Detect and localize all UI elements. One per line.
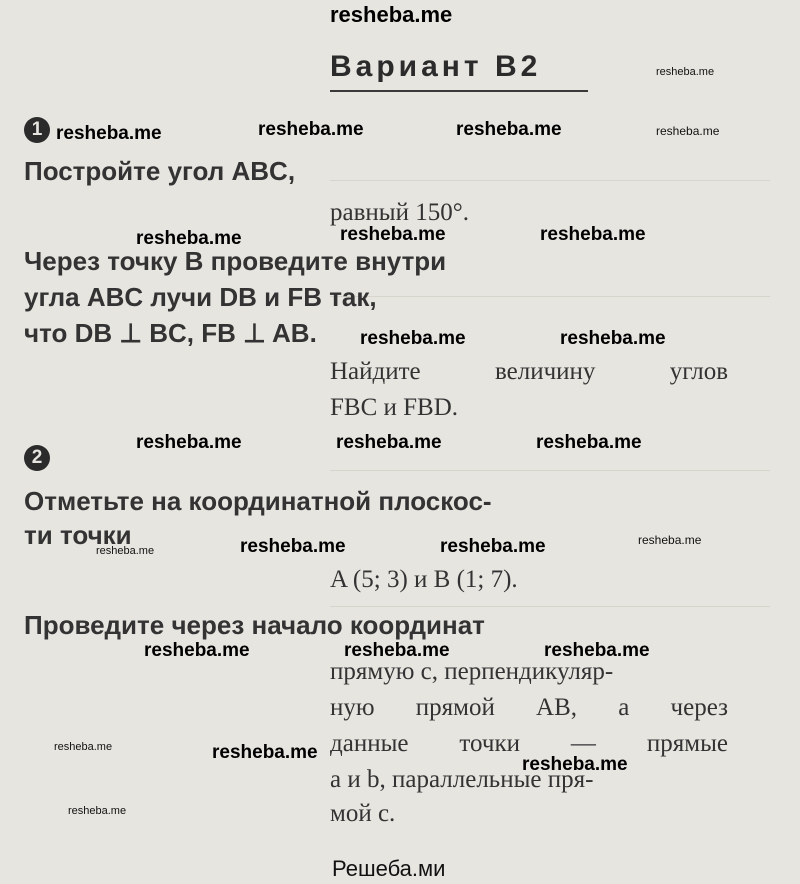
- task1-line-7: FBC и FBD.: [330, 394, 459, 421]
- page-title: Вариант В2: [330, 50, 542, 83]
- watermark: resheba.me: [68, 805, 127, 817]
- task2-line-6: [330, 694, 728, 722]
- word: данные: [330, 730, 409, 757]
- watermark: resheba.me: [340, 224, 446, 245]
- task2-line-4: Проведите через начало координат: [24, 610, 485, 640]
- task1-line-6: [330, 358, 728, 386]
- background-texture: [330, 296, 770, 297]
- word: ную: [330, 694, 375, 721]
- task1-line-1: Постройте угол ABC,: [24, 156, 296, 186]
- watermark: resheba.me: [240, 536, 346, 557]
- watermark: resheba.me: [96, 545, 155, 557]
- word: а: [618, 694, 630, 721]
- word: углов: [669, 358, 728, 385]
- task1-line-5: что DB ⊥ BC, FB ⊥ AB.: [24, 318, 317, 348]
- watermark: resheba.me: [144, 640, 250, 661]
- task-number-badge: 2: [24, 445, 50, 471]
- word: AB,: [536, 694, 578, 721]
- background-texture: [330, 470, 770, 471]
- word: через: [670, 694, 728, 721]
- watermark: resheba.me: [540, 224, 646, 245]
- word: —: [570, 730, 596, 757]
- watermark: resheba.me: [136, 228, 242, 249]
- watermark: resheba.me: [344, 640, 450, 661]
- watermark: resheba.me: [336, 432, 442, 453]
- task1-line-4: угла ABC лучи DB и FB так,: [24, 282, 377, 312]
- watermark: resheba.me: [54, 741, 113, 753]
- task2-line-5: прямую c, перпендикуляр-: [330, 658, 614, 685]
- site-header: resheba.me: [330, 2, 453, 27]
- task2-line-8: a и b, параллельные пря-: [330, 766, 594, 793]
- background-texture: [330, 606, 770, 607]
- watermark: resheba.me: [360, 328, 466, 349]
- watermark: resheba.me: [136, 432, 242, 453]
- watermark: resheba.me: [656, 66, 715, 78]
- task2-line-1: Отметьте на координатной плоскос-: [24, 486, 492, 516]
- watermark: resheba.me: [656, 124, 720, 138]
- task1-line-3: Через точку B проведите внутри: [24, 246, 447, 276]
- watermark: resheba.me: [536, 432, 642, 453]
- watermark: resheba.me: [638, 533, 702, 547]
- watermark: resheba.me: [522, 754, 628, 775]
- word: точки: [459, 730, 520, 757]
- watermark: resheba.me: [560, 328, 666, 349]
- task2-line-9: мой c.: [330, 800, 396, 827]
- watermark: resheba.me: [456, 119, 562, 140]
- background-texture: [330, 180, 770, 181]
- watermark: resheba.me: [258, 119, 364, 140]
- watermark: resheba.me: [56, 123, 162, 144]
- site-footer: Решеба.ми: [332, 856, 446, 881]
- watermark: resheba.me: [440, 536, 546, 557]
- task1-line-2: равный 150°.: [330, 199, 469, 226]
- task2-line-3: A (5; 3) и B (1; 7).: [330, 566, 518, 593]
- task2-line-2: ти точки: [24, 520, 132, 550]
- word: Найдите: [330, 358, 421, 385]
- task-number-badge: 1: [24, 117, 50, 143]
- word: прямые: [646, 730, 728, 757]
- watermark: resheba.me: [212, 742, 318, 763]
- title-underline: [330, 90, 588, 92]
- watermark: resheba.me: [544, 640, 650, 661]
- word: прямой: [415, 694, 495, 721]
- word: величину: [494, 358, 596, 385]
